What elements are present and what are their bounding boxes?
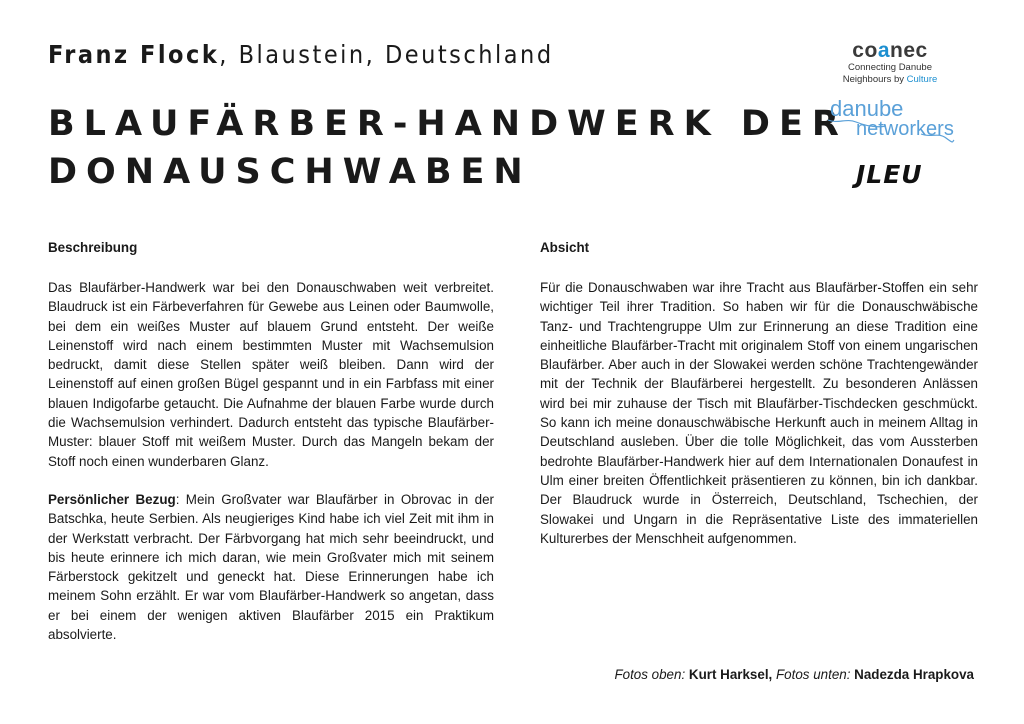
coanec-logo	[835, 40, 945, 86]
intention-paragraph: Für die Donauschwaben war ihre Tracht aus Blaufärber-Stoffen ein sehr wichtiger Teil ihrer Tradition. So haben wir für die Donauschwäbische Tanz- und Trachtengruppe Ulm zur Erinnerung an diese Tradition eine einheitliche Blaufärber-Tracht mit originalem Stoff von einem ungarischen Blaufärber. Aber auch in der Slowakei werden schöne Trachtengewänder mit der Technik der Blaufärberei hergestellt. Zu besonderen Anlässen wird bei mir zuhause der Tisch mit Blaufärber-Tischdecken geschmückt. So kann ich meine donauschwäbische Herkunft auch in meinem Alltag in Deutschland ausleben. Über die tolle Möglichkeit, das vom Aussterben bedrohte Blaufärber-Handwerk hier auf dem Internationalen Donaufest in Ulm einer breiten Öffentlichkeit präsentieren zu können, bin ich dankbar. Der Blaudruck wurde in Österreich, Deutschland, Tschechien, der Slowakei und Ungarn in die Repräsentative Liste des immateriellen Kulturerbes der Menschheit aufgenommen.	[540, 280, 978, 546]
jleu-logo: JLEU	[856, 160, 923, 189]
coanec-tagline-2: Neighbours by Culture	[842, 74, 938, 85]
page-title-line-1: BLAUFÄRBER-HANDWERK DER	[48, 104, 848, 144]
personal-relation-lead: Persönlicher Bezug	[48, 491, 176, 507]
danube-networkers-logo	[826, 98, 956, 146]
description-column	[48, 240, 494, 663]
author-location: , Blaustein, Deutschland	[219, 40, 554, 69]
intention-column	[540, 240, 978, 567]
description-paragraph: Das Blaufärber-Handwerk war bei den Donauschwaben weit verbreitet. Blaudruck ist ein Färbeverfahren für Gewebe aus Leinen oder Baumwolle, bei dem ein weißes Muster auf blauem Grund entsteht. Der weiße Leinenstoff wird nach einem bestimmten Muster mit Wachsemulsion bedruckt, damit diese Stellen später weiß bleiben. Dann wird der Leinenstoff auf einen großen Bügel gespannt und in ein Farbfass mit einer blauen Indigofarbe getaucht. Die Aufnahme der blauen Farbe wurde durch die Wachsemulsion verhindert. Dadurch entsteht das typische Blaufärber-Muster: blauer Stoff mit weißem Muster. Durch das Mangeln bekam der Stoff noch einen wunderbaren Glanz.	[48, 280, 494, 469]
description-heading: Beschreibung	[48, 240, 138, 255]
author-line	[48, 40, 554, 69]
photo-credits: Fotos oben: Kurt Harksel, Fotos unten: Nadezda Hrapkova	[614, 667, 974, 682]
intention-heading: Absicht	[540, 240, 590, 255]
personal-relation-paragraph	[48, 490, 494, 644]
personal-relation-body: : Mein Großvater war Blaufärber in Obrovac in der Batschka, heute Serbien. Als neugieriges Kind habe ich viel Zeit mit ihm in der Werkstatt verbracht. Der Färbvorgang hat mich sehr beeindruckt, und bis heute erinnere ich mich daran, wie mein Großvater mich mit seinem Färberstock gekitzelt und geneckt hat. Diese Erinnerungen habe ich meinem Sohn erzählt. Er war vom Blaufärber-Handwerk so angetan, dass er bei einem der wenigen aktiven Blaufärber 2015 ein Praktikum absolvierte.	[48, 491, 494, 643]
danube-logo-line-1: danube	[830, 96, 904, 121]
coanec-tagline-1: Connecting Danube	[848, 62, 932, 73]
danube-logo-line-2: networkers	[856, 118, 954, 140]
coanec-brand: coanec	[852, 39, 928, 62]
author-name: Franz Flock	[48, 40, 220, 69]
page-title-line-2: DONAUSCHWABEN	[48, 152, 532, 192]
page-title	[48, 100, 848, 196]
